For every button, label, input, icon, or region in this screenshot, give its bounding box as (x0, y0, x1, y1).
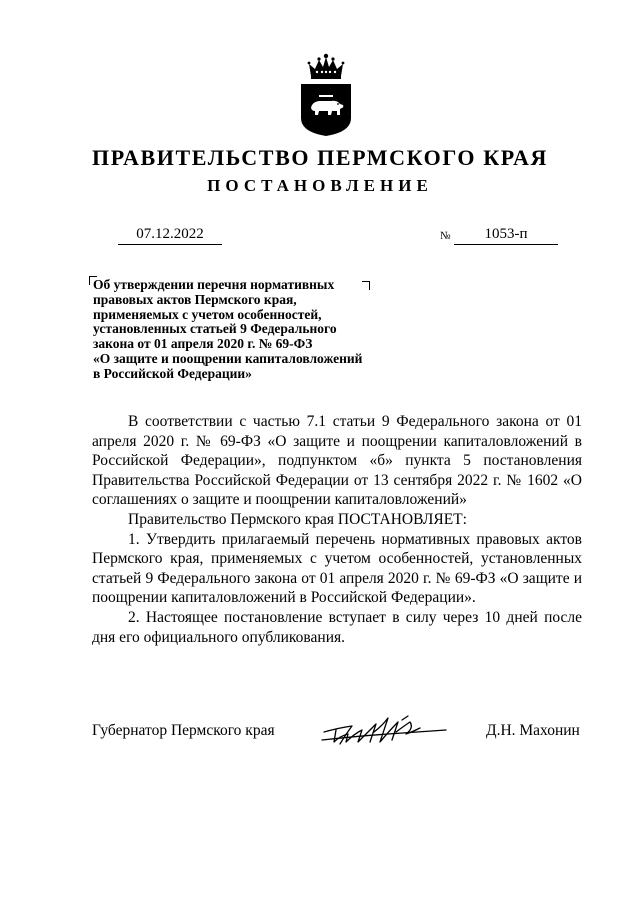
document-number: 1053-п (454, 226, 558, 245)
subject-line: закона от 01 апреля 2020 г. № 69-ФЗ (93, 336, 313, 352)
document-date: 07.12.2022 (118, 226, 222, 245)
subject-line: в Российской Федерации» (93, 365, 252, 381)
handwritten-signature (318, 706, 448, 750)
subject-line: правовых актов Пермского края, (93, 291, 297, 307)
body-paragraph: В соответствии с частью 7.1 статьи 9 Федерального закона от 01 апреля 2020 г. № 69-ФЗ «О защите и поощрении капиталовложений в Российской Федерации», подпунктом «б» пункта 5 постановления Правительства Российской Федерации от 13 сентября 2022 г. № 1602 «О соглашениях о защите и поощрении капиталовложений» (92, 413, 582, 509)
subject-line: «О защите и поощрении капиталовложений (93, 350, 363, 366)
body-paragraph: 1. Утвердить прилагаемый перечень нормативных правовых актов Пермского края, применяемых с учетом особенностей, установленных статьей 9 Федерального закона от 01 апреля 2020 г. № 69-ФЗ «О защите и поощрении капиталовложений в Российской Федерации». (92, 530, 582, 607)
subject-line: Об утверждении перечня нормативных (93, 277, 335, 292)
subject-line: установленных статьей 9 Федерального (93, 321, 337, 337)
document-subject (93, 278, 393, 382)
body-paragraph: 2. Настоящее постановление вступает в силу через 10 дней после дня его официального опубликования. (92, 608, 582, 646)
signatory-title: Губернатор Пермского края (92, 722, 275, 739)
number-sign: № (440, 230, 451, 242)
signatory-name: Д.Н. Махонин (486, 722, 580, 739)
body-paragraph: Правительство Пермского края ПОСТАНОВЛЯЕТ: (128, 510, 467, 528)
subject-line: применяемых с учетом особенностей, (93, 306, 322, 322)
document-body (92, 412, 582, 647)
document-type: ПОСТАНОВЛЕНИЕ (207, 176, 433, 195)
government-title: ПРАВИТЕЛЬСТВО ПЕРМСКОГО КРАЯ (92, 145, 548, 170)
coat-of-arms-emblem (297, 52, 355, 138)
